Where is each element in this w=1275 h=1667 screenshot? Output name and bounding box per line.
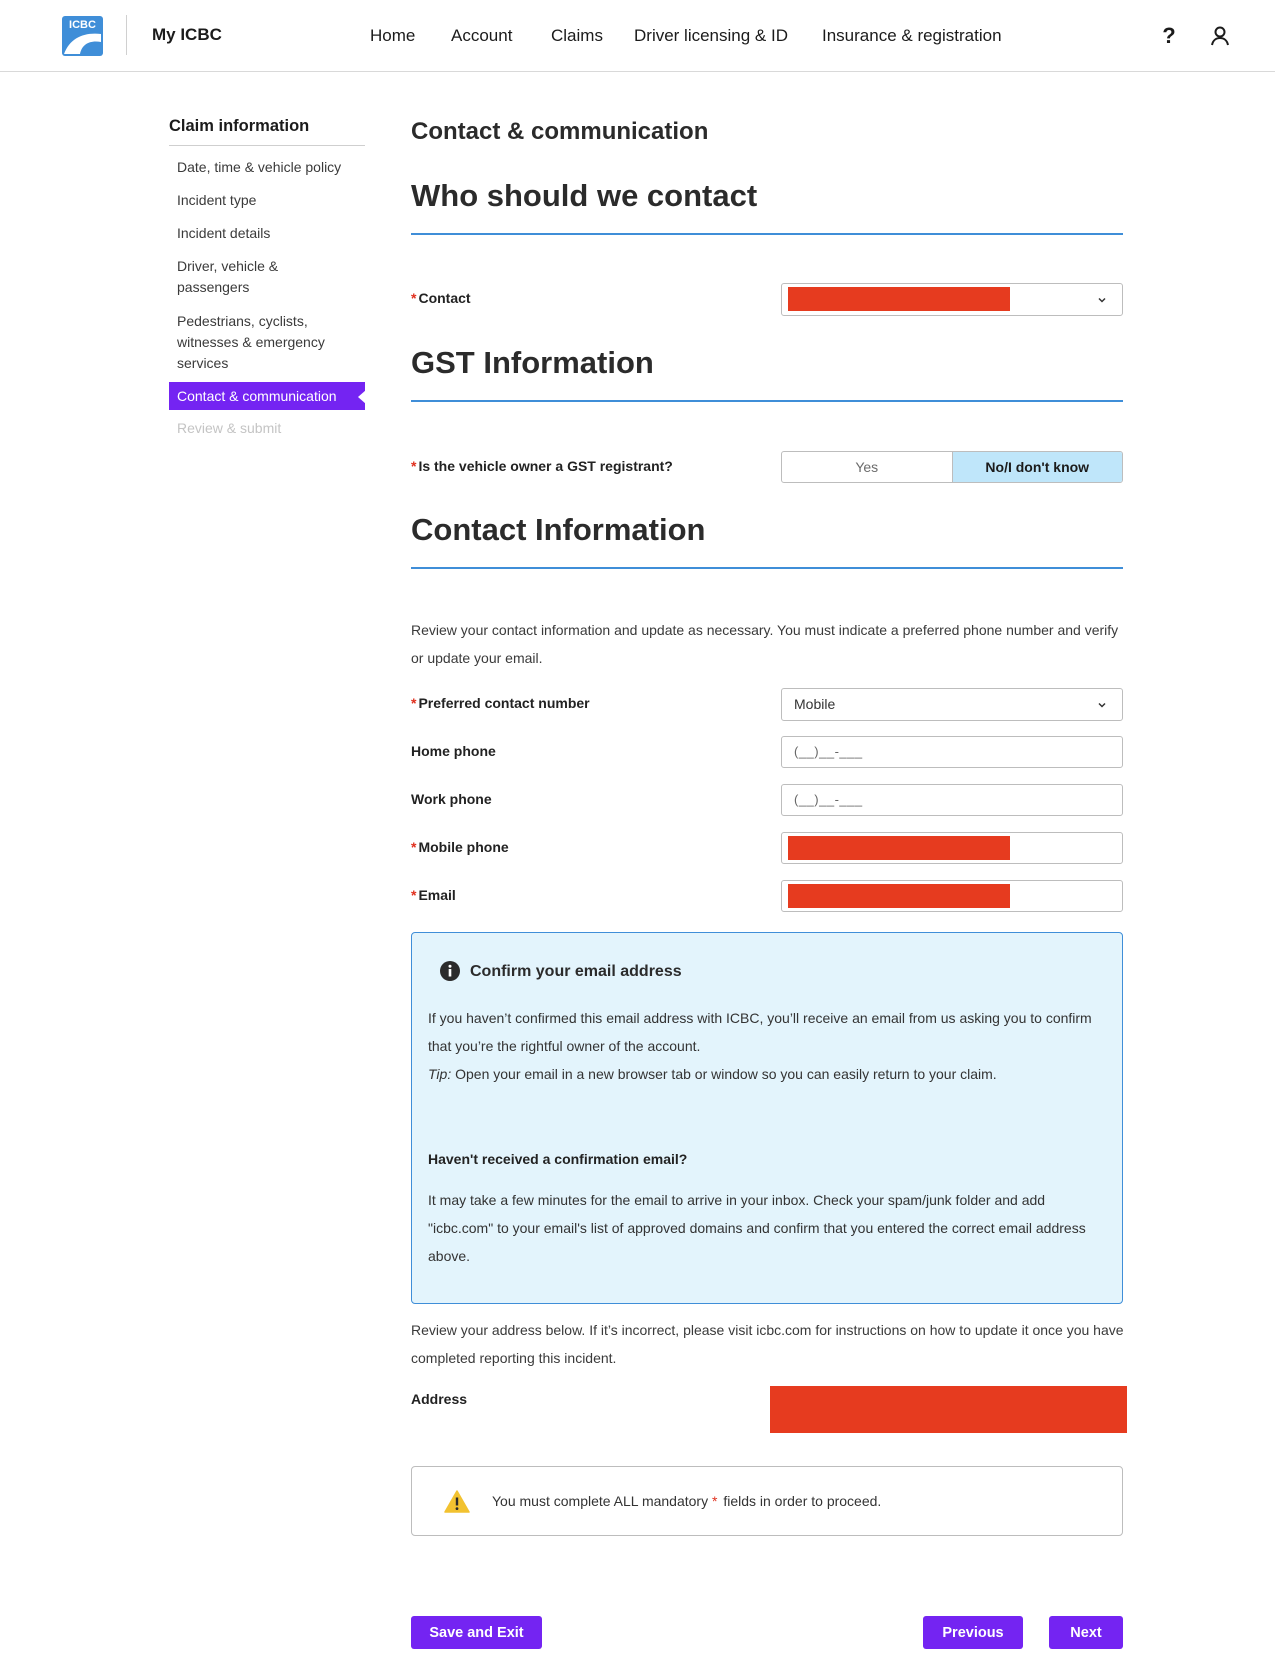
work-phone-input[interactable] <box>781 784 1123 816</box>
header-divider <box>126 15 127 55</box>
help-icon[interactable]: ? <box>1162 23 1176 48</box>
nav-insurance-registration[interactable]: Insurance & registration <box>822 26 1002 45</box>
icbc-logo[interactable] <box>62 16 103 56</box>
gst-option-no[interactable]: No/I don't know <box>952 452 1123 482</box>
contact-info-heading: Contact Information <box>411 512 706 547</box>
home-phone-input[interactable] <box>781 736 1123 768</box>
work-phone-placeholder: (__)__-___ <box>794 792 863 807</box>
required-marker: * <box>411 695 417 711</box>
required-marker: * <box>411 290 417 306</box>
nav-claims[interactable]: Claims <box>551 26 603 45</box>
who-contact-heading: Who should we contact <box>411 178 758 213</box>
section-divider <box>411 400 1123 402</box>
chevron-down-icon <box>1096 699 1108 711</box>
section-divider <box>411 567 1123 569</box>
home-phone-placeholder: (__)__-___ <box>794 744 863 759</box>
mobile-phone-label: * Mobile phone <box>411 839 509 855</box>
email-tip: Tip: Open your email in a new browser tab or window so you can easily return to your claim. <box>428 1066 997 1082</box>
next-button[interactable]: Next <box>1049 1616 1123 1649</box>
redacted-value <box>788 836 1010 860</box>
preferred-contact-select[interactable] <box>781 688 1123 721</box>
contact-select[interactable] <box>781 283 1123 316</box>
sidebar-divider <box>169 145 365 146</box>
nav-account[interactable]: Account <box>451 26 513 45</box>
home-phone-label: Home phone <box>411 743 496 759</box>
nav-driver-licensing[interactable]: Driver licensing & ID <box>634 26 788 45</box>
top-header <box>0 0 1275 72</box>
email-confirm-text: If you haven’t confirmed this email address with ICBC, you’ll receive an email from us asking you to confirm that you’re the rightful owner of the account. <box>428 1010 1092 1054</box>
mandatory-fields-warning <box>411 1466 1123 1536</box>
logo-text: ICBC <box>69 19 96 31</box>
confirmation-email-subhead: Haven't received a confirmation email? <box>428 1151 688 1167</box>
address-intro: Review your address below. If it’s incorrect, please visit icbc.com for instructions on how to update it once you have completed reporting this incident. <box>411 1322 1124 1366</box>
sidebar-item-review-submit: Review & submit <box>177 420 282 436</box>
address-label: Address <box>411 1391 468 1407</box>
sidebar-title: Claim information <box>169 117 310 135</box>
gst-question-label: * Is the vehicle owner a GST registrant? <box>411 458 673 474</box>
mobile-phone-input[interactable] <box>781 832 1123 864</box>
sidebar-item-pedestrians[interactable]: Pedestrians, cyclists, witnesses & emergency services <box>177 313 325 371</box>
sidebar-item-contact-communication[interactable]: Contact & communication <box>169 382 365 410</box>
work-phone-label: Work phone <box>411 791 492 807</box>
email-confirm-title: Confirm your email address <box>470 963 682 980</box>
gst-heading: GST Information <box>411 345 654 380</box>
preferred-contact-label: * Preferred contact number <box>411 695 590 711</box>
chevron-down-icon <box>1096 294 1108 306</box>
section-divider <box>411 233 1123 235</box>
email-label: * Email <box>411 887 456 903</box>
redacted-value <box>788 287 1010 311</box>
app-title[interactable]: My ICBC <box>152 25 222 44</box>
previous-button[interactable]: Previous <box>923 1616 1023 1649</box>
user-account-icon[interactable] <box>1206 22 1234 50</box>
address-value-redacted <box>770 1386 1127 1433</box>
sidebar-item-date-time[interactable]: Date, time & vehicle policy <box>177 159 342 175</box>
preferred-contact-value: Mobile <box>794 696 836 712</box>
sidebar-item-driver-vehicle[interactable]: Driver, vehicle & passengers <box>177 258 279 295</box>
gst-toggle <box>781 451 1123 483</box>
sidebar-item-incident-details[interactable]: Incident details <box>177 225 271 241</box>
nav-home[interactable]: Home <box>370 26 416 45</box>
email-confirm-info-box <box>411 932 1123 1304</box>
required-marker: * <box>411 458 417 474</box>
page-title: Contact & communication <box>411 118 709 145</box>
gst-option-yes[interactable]: Yes <box>855 459 879 475</box>
required-marker: * <box>411 887 417 903</box>
confirmation-email-help: It may take a few minutes for the email to arrive in your inbox. Check your spam/junk folder and add "icbc.com" to your email's list of approved domains and confirm that you entered the correct email address above. <box>428 1192 1086 1264</box>
warning-text: You must complete ALL mandatory * fields in order to proceed. <box>492 1493 882 1509</box>
info-icon <box>440 961 460 981</box>
save-exit-button[interactable]: Save and Exit <box>411 1616 542 1649</box>
warning-icon <box>444 1490 470 1513</box>
required-marker: * <box>411 839 417 855</box>
sidebar-item-incident-type[interactable]: Incident type <box>177 192 257 208</box>
email-input[interactable] <box>781 880 1123 912</box>
redacted-value <box>788 884 1010 908</box>
contact-info-intro: Review your contact information and update as necessary. You must indicate a preferred phone number and verify or update your email. <box>411 622 1119 666</box>
contact-label: * Contact <box>411 290 471 306</box>
